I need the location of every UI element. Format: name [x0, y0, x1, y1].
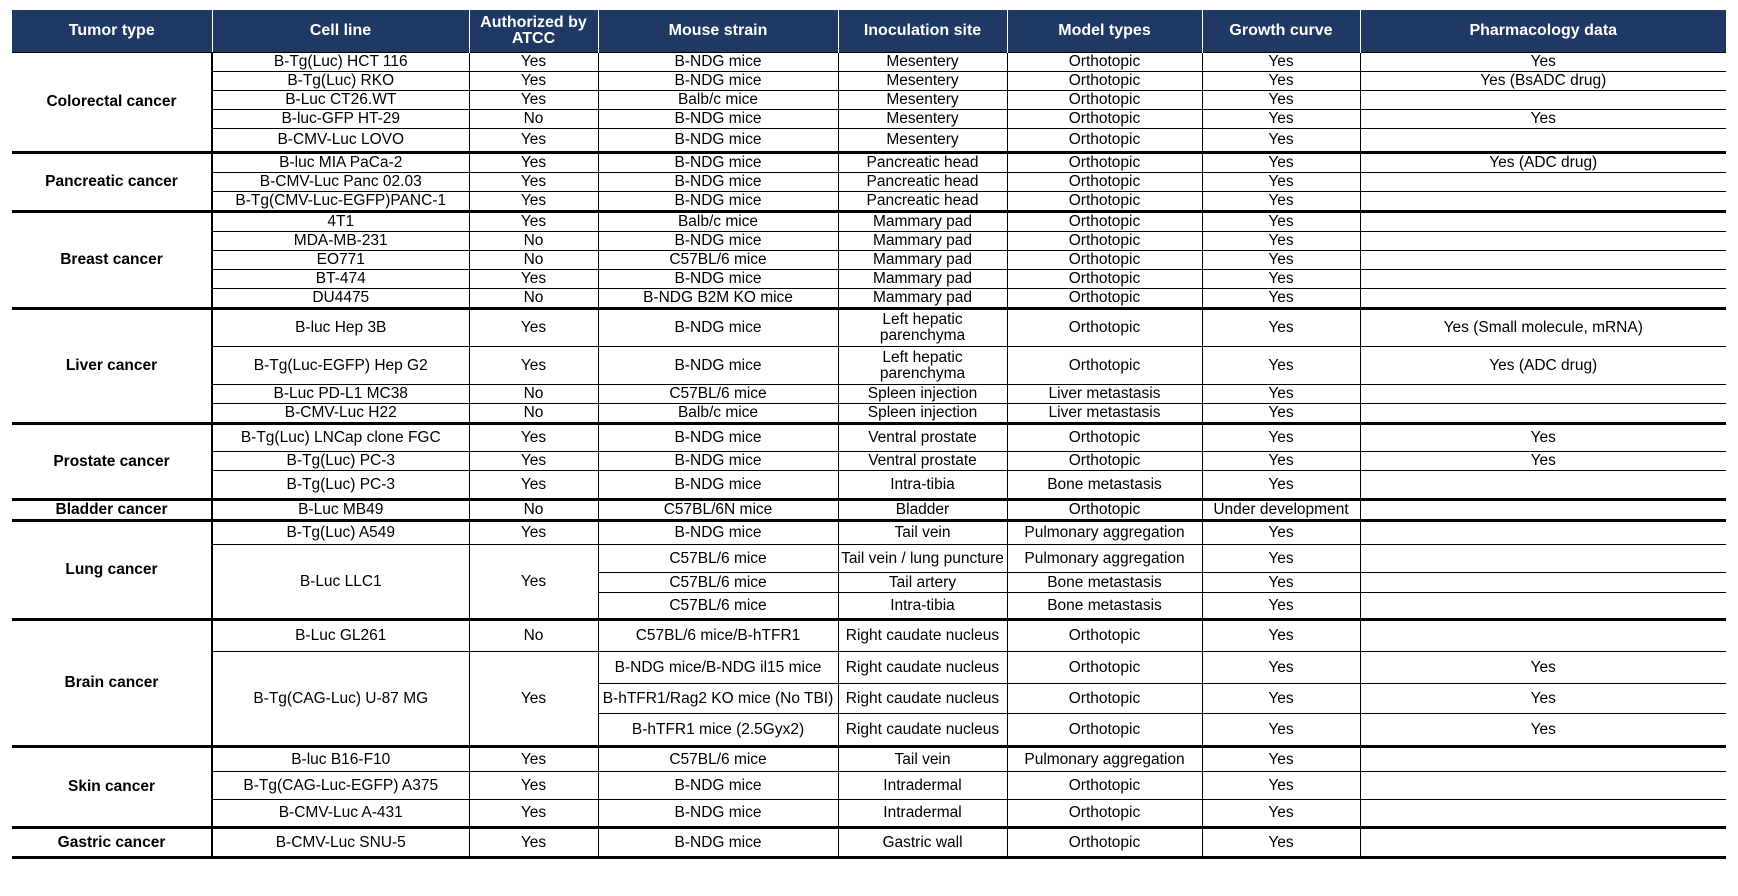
cell-line-cell: B-Luc MB49	[212, 500, 469, 521]
model-type-cell: Orthotopic	[1007, 452, 1202, 471]
inoculation-site-cell: Left hepatic parenchyma	[838, 347, 1007, 385]
table-row	[12, 500, 1726, 521]
growth-curve-cell: Yes	[1202, 309, 1360, 347]
authorized-atcc-cell: Yes	[469, 212, 598, 232]
model-type-cell: Orthotopic	[1007, 309, 1202, 347]
inoculation-site-cell: Intra-tibia	[838, 593, 1007, 620]
mouse-strain-cell: B-NDG mice/B-NDG il15 mice	[598, 652, 838, 684]
cell-line-cell: B-Tg(Luc) LNCap clone FGC	[212, 424, 469, 452]
mouse-strain-cell: B-NDG mice	[598, 53, 838, 72]
growth-curve-cell: Under development	[1202, 500, 1360, 521]
growth-curve-cell: Yes	[1202, 347, 1360, 385]
inoculation-site-cell: Intradermal	[838, 772, 1007, 800]
authorized-atcc-cell: Yes	[469, 173, 598, 192]
authorized-atcc-cell: Yes	[469, 192, 598, 212]
growth-curve-cell: Yes	[1202, 573, 1360, 593]
growth-curve-cell: Yes	[1202, 684, 1360, 714]
mouse-strain-cell: B-NDG mice	[598, 270, 838, 289]
model-type-cell: Orthotopic	[1007, 192, 1202, 212]
header-mouse-strain: Mouse strain	[598, 10, 838, 53]
model-type-cell: Pulmonary aggregation	[1007, 545, 1202, 573]
mouse-strain-cell: C57BL/6 mice	[598, 593, 838, 620]
inoculation-site-cell: Right caudate nucleus	[838, 652, 1007, 684]
header-pharmacology-data: Pharmacology data	[1360, 10, 1726, 53]
mouse-strain-cell: B-NDG mice	[598, 800, 838, 828]
growth-curve-cell: Yes	[1202, 828, 1360, 858]
tumor-type-cell: Colorectal cancer	[12, 53, 212, 153]
authorized-atcc-cell: No	[469, 385, 598, 404]
cell-line-cell: B-CMV-Luc SNU-5	[212, 828, 469, 858]
cell-line-cell: B-Luc LLC1	[212, 545, 469, 620]
authorized-atcc-cell: Yes	[469, 545, 598, 620]
pharmacology-data-cell	[1360, 404, 1726, 424]
authorized-atcc-cell: Yes	[469, 129, 598, 153]
table-row	[12, 545, 1726, 573]
mouse-strain-cell: B-NDG mice	[598, 772, 838, 800]
cell-line-cell: B-luc-GFP HT-29	[212, 110, 469, 129]
mouse-strain-cell: C57BL/6 mice/B-hTFR1	[598, 620, 838, 652]
mouse-strain-cell: Balb/c mice	[598, 404, 838, 424]
table-row	[12, 385, 1726, 404]
model-type-cell: Orthotopic	[1007, 620, 1202, 652]
pharmacology-data-cell	[1360, 828, 1726, 858]
pharmacology-data-cell: Yes (BsADC drug)	[1360, 72, 1726, 91]
pharmacology-data-cell	[1360, 251, 1726, 270]
table-row	[12, 772, 1726, 800]
table-row	[12, 289, 1726, 309]
inoculation-site-cell: Pancreatic head	[838, 153, 1007, 173]
mouse-strain-cell: B-NDG mice	[598, 192, 838, 212]
model-type-cell: Bone metastasis	[1007, 573, 1202, 593]
growth-curve-cell: Yes	[1202, 91, 1360, 110]
header-row	[12, 10, 1726, 53]
authorized-atcc-cell: Yes	[469, 452, 598, 471]
group-breast-cancer	[12, 212, 1726, 309]
cell-line-cell: BT-474	[212, 270, 469, 289]
mouse-strain-cell: C57BL/6 mice	[598, 747, 838, 772]
cell-line-cell: B-Luc CT26.WT	[212, 91, 469, 110]
inoculation-site-cell: Tail vein / lung puncture	[838, 545, 1007, 573]
growth-curve-cell: Yes	[1202, 652, 1360, 684]
growth-curve-cell: Yes	[1202, 452, 1360, 471]
table-row	[12, 521, 1726, 545]
authorized-atcc-cell: Yes	[469, 424, 598, 452]
table-row	[12, 129, 1726, 153]
header-cell-line: Cell line	[212, 10, 469, 53]
model-type-cell: Orthotopic	[1007, 500, 1202, 521]
authorized-atcc-cell: Yes	[469, 53, 598, 72]
mouse-strain-cell: B-NDG mice	[598, 129, 838, 153]
pharmacology-data-cell: Yes (ADC drug)	[1360, 153, 1726, 173]
model-type-cell: Orthotopic	[1007, 53, 1202, 72]
mouse-strain-cell: B-NDG mice	[598, 424, 838, 452]
inoculation-site-cell: Spleen injection	[838, 404, 1007, 424]
authorized-atcc-cell: Yes	[469, 309, 598, 347]
cell-line-cell: B-CMV-Luc H22	[212, 404, 469, 424]
pharmacology-data-cell	[1360, 471, 1726, 500]
table-row	[12, 747, 1726, 772]
pharmacology-data-cell	[1360, 212, 1726, 232]
tumor-type-cell: Breast cancer	[12, 212, 212, 309]
cell-line-cell: B-Luc GL261	[212, 620, 469, 652]
growth-curve-cell: Yes	[1202, 72, 1360, 91]
model-type-cell: Bone metastasis	[1007, 593, 1202, 620]
cell-line-cell: B-CMV-Luc A-431	[212, 800, 469, 828]
table-row	[12, 153, 1726, 173]
pharmacology-data-cell	[1360, 500, 1726, 521]
model-type-cell: Orthotopic	[1007, 153, 1202, 173]
model-type-cell: Orthotopic	[1007, 828, 1202, 858]
model-type-cell: Orthotopic	[1007, 212, 1202, 232]
authorized-atcc-cell: No	[469, 251, 598, 270]
model-type-cell: Orthotopic	[1007, 72, 1202, 91]
inoculation-site-cell: Intradermal	[838, 800, 1007, 828]
pharmacology-data-cell: Yes	[1360, 684, 1726, 714]
group-liver-cancer	[12, 309, 1726, 424]
inoculation-site-cell: Tail vein	[838, 521, 1007, 545]
authorized-atcc-cell: Yes	[469, 652, 598, 747]
pharmacology-data-cell	[1360, 620, 1726, 652]
header-growth-curve: Growth curve	[1202, 10, 1360, 53]
growth-curve-cell: Yes	[1202, 593, 1360, 620]
growth-curve-cell: Yes	[1202, 521, 1360, 545]
authorized-atcc-cell: No	[469, 500, 598, 521]
cell-line-cell: B-luc B16-F10	[212, 747, 469, 772]
cell-line-cell: B-luc MIA PaCa-2	[212, 153, 469, 173]
table-row	[12, 347, 1726, 385]
mouse-strain-cell: B-NDG mice	[598, 347, 838, 385]
authorized-atcc-cell: Yes	[469, 800, 598, 828]
tumor-type-cell: Skin cancer	[12, 747, 212, 828]
cell-line-cell: B-Tg(Luc) PC-3	[212, 471, 469, 500]
pharmacology-data-cell: Yes	[1360, 110, 1726, 129]
cell-line-cell: B-Tg(Luc) HCT 116	[212, 53, 469, 72]
model-type-cell: Orthotopic	[1007, 424, 1202, 452]
header-tumor-type: Tumor type	[12, 10, 212, 53]
table-row	[12, 72, 1726, 91]
authorized-atcc-cell: Yes	[469, 772, 598, 800]
table-row	[12, 270, 1726, 289]
cell-line-cell: B-Tg(Luc) PC-3	[212, 452, 469, 471]
pharmacology-data-cell: Yes	[1360, 424, 1726, 452]
inoculation-site-cell: Right caudate nucleus	[838, 620, 1007, 652]
pharmacology-data-cell: Yes (Small molecule, mRNA)	[1360, 309, 1726, 347]
inoculation-site-cell: Right caudate nucleus	[838, 714, 1007, 747]
table-row	[12, 192, 1726, 212]
inoculation-site-cell: Tail vein	[838, 747, 1007, 772]
growth-curve-cell: Yes	[1202, 404, 1360, 424]
growth-curve-cell: Yes	[1202, 545, 1360, 573]
tumor-model-table	[12, 10, 1726, 859]
model-type-cell: Orthotopic	[1007, 270, 1202, 289]
authorized-atcc-cell: No	[469, 404, 598, 424]
cell-line-cell: B-CMV-Luc Panc 02.03	[212, 173, 469, 192]
table-row	[12, 652, 1726, 684]
pharmacology-data-cell	[1360, 270, 1726, 289]
inoculation-site-cell: Mammary pad	[838, 212, 1007, 232]
table-row	[12, 620, 1726, 652]
inoculation-site-cell: Right caudate nucleus	[838, 684, 1007, 714]
mouse-strain-cell: B-NDG B2M KO mice	[598, 289, 838, 309]
group-prostate-cancer	[12, 424, 1726, 500]
mouse-strain-cell: C57BL/6N mice	[598, 500, 838, 521]
inoculation-site-cell: Mammary pad	[838, 251, 1007, 270]
model-type-cell: Liver metastasis	[1007, 404, 1202, 424]
authorized-atcc-cell: No	[469, 620, 598, 652]
pharmacology-data-cell	[1360, 545, 1726, 573]
inoculation-site-cell: Mammary pad	[838, 289, 1007, 309]
cell-line-cell: B-Tg(CAG-Luc) U-87 MG	[212, 652, 469, 747]
group-skin-cancer	[12, 747, 1726, 828]
pharmacology-data-cell	[1360, 573, 1726, 593]
group-bladder-cancer	[12, 500, 1726, 521]
growth-curve-cell: Yes	[1202, 772, 1360, 800]
table-row	[12, 232, 1726, 251]
pharmacology-data-cell: Yes	[1360, 714, 1726, 747]
model-type-cell: Orthotopic	[1007, 232, 1202, 251]
model-type-cell: Orthotopic	[1007, 714, 1202, 747]
authorized-atcc-cell: Yes	[469, 521, 598, 545]
growth-curve-cell: Yes	[1202, 714, 1360, 747]
pharmacology-data-cell	[1360, 232, 1726, 251]
inoculation-site-cell: Ventral prostate	[838, 424, 1007, 452]
pharmacology-data-cell	[1360, 521, 1726, 545]
authorized-atcc-cell: No	[469, 110, 598, 129]
growth-curve-cell: Yes	[1202, 620, 1360, 652]
inoculation-site-cell: Mesentery	[838, 72, 1007, 91]
pharmacology-data-cell: Yes (ADC drug)	[1360, 347, 1726, 385]
model-type-cell: Orthotopic	[1007, 251, 1202, 270]
authorized-atcc-cell: Yes	[469, 347, 598, 385]
header-model-types: Model types	[1007, 10, 1202, 53]
pharmacology-data-cell	[1360, 173, 1726, 192]
pharmacology-data-cell	[1360, 289, 1726, 309]
mouse-strain-cell: B-NDG mice	[598, 309, 838, 347]
table-header	[12, 10, 1726, 53]
growth-curve-cell: Yes	[1202, 270, 1360, 289]
mouse-strain-cell: Balb/c mice	[598, 212, 838, 232]
mouse-strain-cell: B-NDG mice	[598, 110, 838, 129]
cell-line-cell: B-Tg(CAG-Luc-EGFP) A375	[212, 772, 469, 800]
model-type-cell: Pulmonary aggregation	[1007, 747, 1202, 772]
group-lung-cancer	[12, 521, 1726, 620]
mouse-strain-cell: B-NDG mice	[598, 72, 838, 91]
inoculation-site-cell: Bladder	[838, 500, 1007, 521]
pharmacology-data-cell: Yes	[1360, 53, 1726, 72]
mouse-strain-cell: B-NDG mice	[598, 452, 838, 471]
tumor-type-cell: Brain cancer	[12, 620, 212, 747]
inoculation-site-cell: Gastric wall	[838, 828, 1007, 858]
mouse-strain-cell: B-NDG mice	[598, 153, 838, 173]
mouse-strain-cell: C57BL/6 mice	[598, 573, 838, 593]
cell-line-cell: 4T1	[212, 212, 469, 232]
inoculation-site-cell: Ventral prostate	[838, 452, 1007, 471]
table-row	[12, 452, 1726, 471]
cell-line-cell: B-Tg(Luc) RKO	[212, 72, 469, 91]
cell-line-cell: B-luc Hep 3B	[212, 309, 469, 347]
model-type-cell: Orthotopic	[1007, 289, 1202, 309]
growth-curve-cell: Yes	[1202, 173, 1360, 192]
growth-curve-cell: Yes	[1202, 747, 1360, 772]
pharmacology-data-cell	[1360, 800, 1726, 828]
tumor-type-cell: Prostate cancer	[12, 424, 212, 500]
tumor-type-cell: Pancreatic cancer	[12, 153, 212, 212]
model-type-cell: Orthotopic	[1007, 173, 1202, 192]
growth-curve-cell: Yes	[1202, 129, 1360, 153]
authorized-atcc-cell: Yes	[469, 72, 598, 91]
inoculation-site-cell: Mesentery	[838, 91, 1007, 110]
growth-curve-cell: Yes	[1202, 800, 1360, 828]
model-type-cell: Orthotopic	[1007, 91, 1202, 110]
model-type-cell: Pulmonary aggregation	[1007, 521, 1202, 545]
cell-line-cell: B-Tg(Luc-EGFP) Hep G2	[212, 347, 469, 385]
model-type-cell: Liver metastasis	[1007, 385, 1202, 404]
table-row	[12, 173, 1726, 192]
mouse-strain-cell: C57BL/6 mice	[598, 251, 838, 270]
model-type-cell: Orthotopic	[1007, 347, 1202, 385]
growth-curve-cell: Yes	[1202, 424, 1360, 452]
model-type-cell: Orthotopic	[1007, 684, 1202, 714]
mouse-strain-cell: B-NDG mice	[598, 173, 838, 192]
table-row	[12, 424, 1726, 452]
header-authorized-atcc: Authorized by ATCC	[469, 10, 598, 53]
tumor-type-cell: Gastric cancer	[12, 828, 212, 858]
model-type-cell: Orthotopic	[1007, 800, 1202, 828]
table-row	[12, 471, 1726, 500]
group-colorectal-cancer	[12, 53, 1726, 153]
authorized-atcc-cell: Yes	[469, 471, 598, 500]
cell-line-cell: B-Tg(Luc) A549	[212, 521, 469, 545]
tumor-type-cell: Liver cancer	[12, 309, 212, 424]
growth-curve-cell: Yes	[1202, 153, 1360, 173]
mouse-strain-cell: B-NDG mice	[598, 471, 838, 500]
table-row	[12, 800, 1726, 828]
group-gastric-cancer	[12, 828, 1726, 858]
growth-curve-cell: Yes	[1202, 251, 1360, 270]
model-type-cell: Orthotopic	[1007, 772, 1202, 800]
mouse-strain-cell: C57BL/6 mice	[598, 385, 838, 404]
pharmacology-data-cell	[1360, 129, 1726, 153]
model-type-cell: Orthotopic	[1007, 110, 1202, 129]
authorized-atcc-cell: Yes	[469, 153, 598, 173]
cell-line-cell: MDA-MB-231	[212, 232, 469, 251]
inoculation-site-cell: Mammary pad	[838, 270, 1007, 289]
authorized-atcc-cell: Yes	[469, 270, 598, 289]
inoculation-site-cell: Mammary pad	[838, 232, 1007, 251]
group-pancreatic-cancer	[12, 153, 1726, 212]
table-row	[12, 251, 1726, 270]
inoculation-site-cell: Pancreatic head	[838, 173, 1007, 192]
mouse-strain-cell: Balb/c mice	[598, 91, 838, 110]
table-row	[12, 404, 1726, 424]
table-row	[12, 212, 1726, 232]
growth-curve-cell: Yes	[1202, 110, 1360, 129]
growth-curve-cell: Yes	[1202, 53, 1360, 72]
inoculation-site-cell: Spleen injection	[838, 385, 1007, 404]
mouse-strain-cell: B-NDG mice	[598, 232, 838, 251]
mouse-strain-cell: B-NDG mice	[598, 521, 838, 545]
group-brain-cancer	[12, 620, 1726, 747]
header-inoculation-site: Inoculation site	[838, 10, 1007, 53]
inoculation-site-cell: Pancreatic head	[838, 192, 1007, 212]
model-type-cell: Bone metastasis	[1007, 471, 1202, 500]
table-row	[12, 828, 1726, 858]
growth-curve-cell: Yes	[1202, 212, 1360, 232]
pharmacology-data-cell	[1360, 192, 1726, 212]
mouse-strain-cell: B-hTFR1 mice (2.5Gyx2)	[598, 714, 838, 747]
inoculation-site-cell: Mesentery	[838, 53, 1007, 72]
pharmacology-data-cell	[1360, 747, 1726, 772]
pharmacology-data-cell: Yes	[1360, 452, 1726, 471]
tumor-type-cell: Lung cancer	[12, 521, 212, 620]
authorized-atcc-cell: Yes	[469, 91, 598, 110]
cell-line-cell: EO771	[212, 251, 469, 270]
table-row	[12, 110, 1726, 129]
growth-curve-cell: Yes	[1202, 471, 1360, 500]
cell-line-cell: B-Luc PD-L1 MC38	[212, 385, 469, 404]
pharmacology-data-cell	[1360, 385, 1726, 404]
pharmacology-data-cell	[1360, 91, 1726, 110]
cell-line-cell: B-CMV-Luc LOVO	[212, 129, 469, 153]
cell-line-cell: B-Tg(CMV-Luc-EGFP)PANC-1	[212, 192, 469, 212]
pharmacology-data-cell	[1360, 593, 1726, 620]
inoculation-site-cell: Left hepatic parenchyma	[838, 309, 1007, 347]
inoculation-site-cell: Tail artery	[838, 573, 1007, 593]
model-type-cell: Orthotopic	[1007, 652, 1202, 684]
model-type-cell: Orthotopic	[1007, 129, 1202, 153]
authorized-atcc-cell: No	[469, 232, 598, 251]
inoculation-site-cell: Mesentery	[838, 129, 1007, 153]
authorized-atcc-cell: No	[469, 289, 598, 309]
tumor-type-cell: Bladder cancer	[12, 500, 212, 521]
authorized-atcc-cell: Yes	[469, 747, 598, 772]
inoculation-site-cell: Intra-tibia	[838, 471, 1007, 500]
cell-line-cell: DU4475	[212, 289, 469, 309]
growth-curve-cell: Yes	[1202, 232, 1360, 251]
mouse-strain-cell: B-NDG mice	[598, 828, 838, 858]
growth-curve-cell: Yes	[1202, 192, 1360, 212]
pharmacology-data-cell	[1360, 772, 1726, 800]
table-row	[12, 53, 1726, 72]
mouse-strain-cell: C57BL/6 mice	[598, 545, 838, 573]
growth-curve-cell: Yes	[1202, 385, 1360, 404]
pharmacology-data-cell: Yes	[1360, 652, 1726, 684]
growth-curve-cell: Yes	[1202, 289, 1360, 309]
table-row	[12, 309, 1726, 347]
mouse-strain-cell: B-hTFR1/Rag2 KO mice (No TBI)	[598, 684, 838, 714]
inoculation-site-cell: Mesentery	[838, 110, 1007, 129]
authorized-atcc-cell: Yes	[469, 828, 598, 858]
table-row	[12, 91, 1726, 110]
